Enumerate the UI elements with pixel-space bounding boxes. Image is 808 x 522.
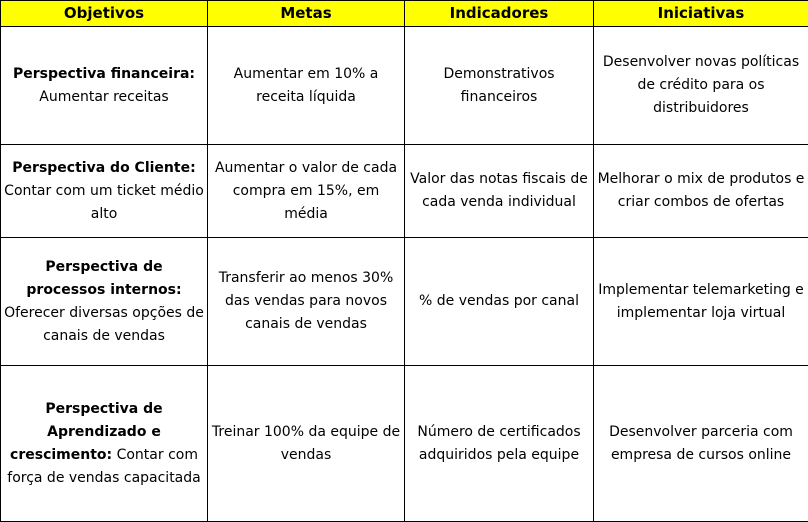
perspective-label: Perspectiva financeira: bbox=[13, 66, 195, 82]
indicator-cell: % de vendas por canal bbox=[405, 238, 594, 366]
header-objetivos: Objetivos bbox=[1, 1, 208, 27]
indicator-cell: Demonstrativos financeiros bbox=[405, 27, 594, 145]
objective-cell bbox=[1, 145, 208, 238]
meta-cell: Treinar 100% da equipe de vendas bbox=[208, 366, 405, 522]
indicator-cell: Número de certificados adquiridos pela equipe bbox=[405, 366, 594, 522]
meta-cell: Transferir ao menos 30% das vendas para novos canais de vendas bbox=[208, 238, 405, 366]
objective-text: Aumentar receitas bbox=[39, 89, 168, 105]
initiative-cell: Desenvolver parceria com empresa de cursos online bbox=[594, 366, 808, 522]
header-indicadores: Indicadores bbox=[405, 1, 594, 27]
objective-cell bbox=[1, 27, 208, 145]
indicator-cell: Valor das notas fiscais de cada venda individual bbox=[405, 145, 594, 238]
perspective-label: Perspectiva do Cliente: bbox=[12, 160, 195, 176]
objective-text: Contar com um ticket médio alto bbox=[4, 183, 204, 222]
initiative-cell: Implementar telemarketing e implementar loja virtual bbox=[594, 238, 808, 366]
header-metas: Metas bbox=[208, 1, 405, 27]
table-body bbox=[1, 27, 808, 522]
objective-cell bbox=[1, 238, 208, 366]
table-row bbox=[1, 27, 808, 145]
meta-cell: Aumentar em 10% a receita líquida bbox=[208, 27, 405, 145]
perspective-label: Perspectiva de processos internos: bbox=[26, 259, 181, 298]
table-row bbox=[1, 145, 808, 238]
table-header bbox=[1, 1, 808, 27]
objective-text: Oferecer diversas opções de canais de vendas bbox=[4, 305, 204, 344]
header-row bbox=[1, 1, 808, 27]
objective-cell bbox=[1, 366, 208, 522]
initiative-cell: Melhorar o mix de produtos e criar combos de ofertas bbox=[594, 145, 808, 238]
header-iniciativas: Iniciativas bbox=[594, 1, 808, 27]
objective-text: Contar com força de vendas capacitada bbox=[7, 447, 200, 486]
initiative-cell: Desenvolver novas políticas de crédito para os distribuidores bbox=[594, 27, 808, 145]
meta-cell: Aumentar o valor de cada compra em 15%, em média bbox=[208, 145, 405, 238]
perspective-label: Perspectiva de Aprendizado e crescimento: bbox=[10, 401, 163, 463]
table-row bbox=[1, 238, 808, 366]
table-row bbox=[1, 366, 808, 522]
